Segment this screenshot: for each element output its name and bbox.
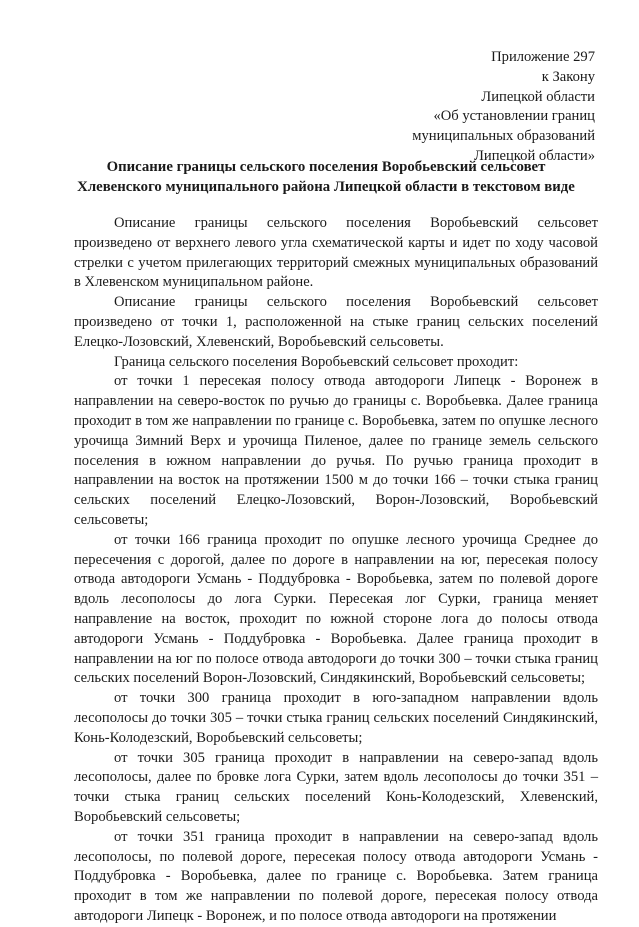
paragraph: Описание границы сельского поселения Воробьевский сельсовет произведено от верхнего левого угла схематической карты и идет по ходу часовой стрелки с учетом прилегающих территорий смежных муниципальных образований в Хлевенском муниципальном районе. <box>74 215 598 291</box>
appendix-line: к Закону <box>541 68 595 85</box>
document-title <box>52 158 600 198</box>
paragraph: от точки 1 пересекая полосу отвода автодороги Липецк - Воронеж в направлении на северо-восток по ручью до границы с. Воробьевка. Далее граница проходит в том же направлении по границе с. Воробьевка, затем по опушке лесного урочища Зимний Верх и урочища Пиленое, далее по границе земель сельского поселения в южном направлении до ручья. По ручью граница проходит в направлении на восток на протяжении 1500 м до точки 166 – точки стыка границ сельских поселений Елецко-Лозовский, Ворон-Лозовский, Воробьевский сельсоветы; <box>74 373 598 528</box>
document-body <box>74 214 598 927</box>
appendix-line: «Об установлении границ <box>433 108 595 125</box>
paragraph: от точки 305 граница проходит в направлении на северо-запад вдоль лесополосы, далее по бровке лога Сурки, затем вдоль лесополосы до точки 351 – точки стыка границ сельских поселений Конь-Колодезский, Хлевенский, Воробьевский сельсоветы; <box>74 749 598 825</box>
title-line: Описание границы сельского поселения Воробьевский сельсовет <box>106 159 546 175</box>
appendix-line: Липецкой области <box>481 88 595 105</box>
paragraph: Граница сельского поселения Воробьевский сельсовет проходит: <box>114 353 519 370</box>
paragraph: от точки 166 граница проходит по опушке лесного урочища Среднее до пересечения с дорогой, далее по дороге в направлении на юг, пересекая полосу отвода автодороги Усмань - Поддубровка - Воробьевка, затем по полевой дороге вдоль лесополосы до лога Сурки. Пересекая лог Сурки, граница меняет направление на восток, проходит по южной стороне лога до полосы отвода автодороги Усмань - Поддубровка - Воробьевка. Далее граница проходит в направлении на юг по полосе отвода автодороги до точки 300 – точки стыка границ сельских поселений Ворон-Лозовский, Синдякинский, Воробьевский сельсоветы; <box>74 531 598 687</box>
appendix-line: Липецкой области» <box>474 147 595 164</box>
appendix-line: муниципальных образований <box>412 128 595 145</box>
paragraph: от точки 300 граница проходит в юго-западном направлении вдоль лесополосы до точки 305 – точки стыка границ сельских поселений Синдякинский, Конь-Колодезский, Воробьевский сельсоветы; <box>74 690 598 746</box>
title-line: Хлевенского муниципального района Липецкой области в текстовом виде <box>77 178 575 195</box>
paragraph: Описание границы сельского поселения Воробьевский сельсовет произведено от точки 1, расположенной на стыке границ сельских поселений Елецко-Лозовский, Хлевенский, Воробьевский сельсоветы. <box>74 294 598 350</box>
appendix-header <box>275 48 595 167</box>
paragraph: от точки 351 граница проходит в направлении на северо-запад вдоль лесополосы, по полевой дороге, пересекая полосу отвода автодороги Усмань - Поддубровка - Воробьевка, далее по границе с. Воробьевка. Затем граница проходит в том же направлении по полевой дороге, пересекая полосу отвода автодороги Липецк - Воронеж, и по полосе отвода автодороги на протяжении <box>74 828 598 924</box>
appendix-line: Приложение 297 <box>491 49 595 65</box>
